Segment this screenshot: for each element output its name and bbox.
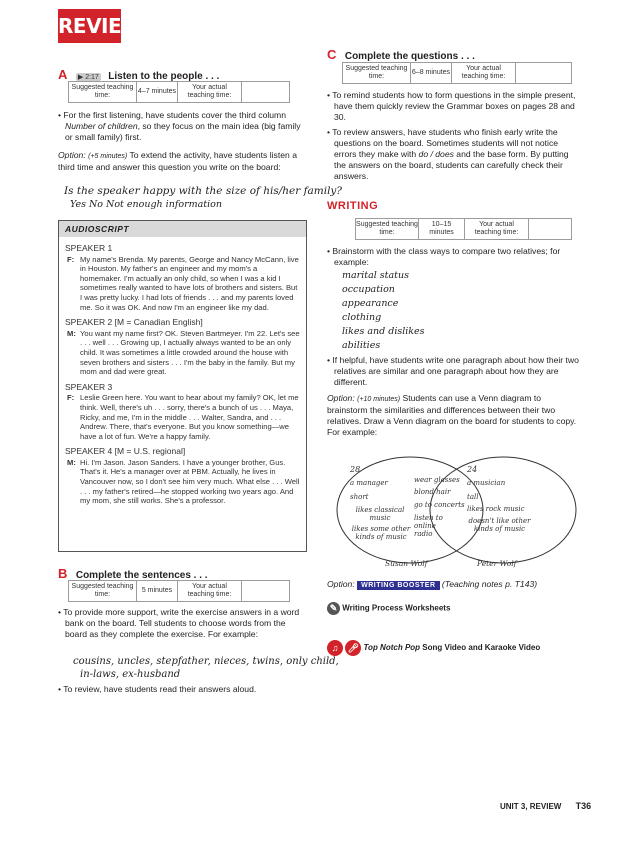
suggested-time: 10–15 minutes <box>419 219 465 239</box>
section-b-bullet-2: • To review, have students read their answers aloud. <box>58 684 257 694</box>
writing-heading: WRITING <box>327 200 379 212</box>
venn-center-item: go to concerts <box>414 501 465 509</box>
top-notch-pop-title: Top Notch Pop <box>363 643 421 653</box>
music-note-icon: ♫ <box>327 640 343 656</box>
actual-time-field[interactable] <box>529 219 571 239</box>
review-tab: REVIEW <box>58 9 121 43</box>
booster-notes: (Teaching notes p. T143) <box>441 579 538 589</box>
speaker-1-heading: SPEAKER 1 <box>65 243 113 253</box>
venn-right-item: likes rock music <box>467 505 525 513</box>
actual-time-field[interactable] <box>242 581 289 601</box>
writing-booster-line <box>327 579 587 591</box>
teaching-time-a <box>68 81 290 103</box>
booster-option-label: Option: <box>327 579 355 589</box>
footer-unit: UNIT 3, REVIEW <box>500 802 562 811</box>
speaker-2-heading: SPEAKER 2 [M = Canadian English] <box>65 317 203 328</box>
page-number: T36 <box>575 801 592 811</box>
venn-left-item: a manager <box>350 479 388 487</box>
section-a-body <box>58 110 306 173</box>
section-b-bullet-1: • To provide more support, write the exercise answers in a word bank on the board. Tell students to choose words from the board as they complete the exercise. For example: <box>58 607 300 640</box>
venn-left-item: short <box>350 493 369 501</box>
section-c-bullet-2: • To review answers, have students who finish early write the questions on the board. Sometimes students will not notice errors they make with do / does and the base form. By putting the answers on the board, students can carefully check their answers. <box>327 126 569 182</box>
section-a-bullet-1: • For the first listening, have students cover the third column Number of children, so they focus on the main idea (big family or small family) first. <box>58 110 301 143</box>
worksheet-icon: ✎ <box>327 602 340 615</box>
suggested-time: 5 minutes <box>137 581 178 601</box>
teaching-time-c <box>342 62 572 84</box>
play-icon: ▶ <box>77 74 84 81</box>
hand-item: occupation <box>342 284 395 295</box>
section-c-title: Complete the questions . . . <box>344 51 475 62</box>
audio-play-button[interactable] <box>76 73 101 81</box>
speaker-1-tag: F: <box>67 254 75 264</box>
handwriting-comparison-list <box>342 269 425 353</box>
venn-center-item: blond hair <box>414 488 451 496</box>
teaching-time-b <box>68 580 290 602</box>
hand-item: marital status <box>342 270 409 281</box>
microphone-icon: 🎤︎ <box>345 640 361 656</box>
speaker-2-tag: M: <box>67 328 76 338</box>
section-c-letter: C <box>327 47 337 62</box>
handwriting-answers: Yes No Not enough information <box>70 199 222 210</box>
section-c-bullet-1: • To remind students how to form questions in the simple present, have them quickly review the Grammar boxes on pages 28 and 30. <box>327 90 576 123</box>
hand-item: clothing <box>342 312 382 323</box>
actual-time-field[interactable] <box>242 82 289 102</box>
venn-left-item: likes some other kinds of music <box>351 525 411 541</box>
actual-time-label: Your actual teaching time: <box>178 581 242 601</box>
venn-left-age: 28 <box>350 465 361 474</box>
writing-bullet-2: • If helpful, have students write one paragraph about how their two relatives are similar and one paragraph about how they are different. <box>327 355 579 388</box>
venn-right-name: Peter Wolf <box>477 559 517 568</box>
venn-right-age: 24 <box>467 465 478 474</box>
section-a-option: Option: (+5 minutes) To extend the activity, have students listen a third time and answer this question you write on the board: <box>58 149 297 172</box>
writing-body <box>327 355 582 438</box>
suggested-label: Suggested teaching time: <box>69 581 137 601</box>
top-notch-pop-link[interactable] <box>327 640 540 656</box>
audioscript-box <box>58 220 307 552</box>
actual-time-label: Your actual teaching time: <box>178 82 242 102</box>
section-b-title: Complete the sentences . . . <box>75 570 208 581</box>
section-c-body <box>327 90 582 186</box>
writing-option: Option: (+10 minutes) Students can use a Venn diagram to brainstorm the similarities and differences between their two relatives. Draw a Venn diagram on the board for students to copy. For example: <box>327 392 577 438</box>
suggested-label: Suggested teaching time: <box>69 82 137 102</box>
speaker-4-text: Hi. I'm Jason. Jason Sanders. I have a younger brother, Gus. That's it. He's a manager over at PBM. Actually, he lives in Vancouver now, so I don't see him very much. What else . . . Well . . . my father's retired—he stopped working two years ago. And my mom, she still works. She's a professor. <box>80 457 300 506</box>
handwriting-word-bank-1: cousins, uncles, stepfather, nieces, twins, only child, <box>73 656 339 667</box>
section-a-letter: A <box>58 67 68 82</box>
handwriting-word-bank-2: in-laws, ex-husband <box>80 669 181 680</box>
venn-right-item: a musician <box>467 479 506 487</box>
writing-process-label: Writing Process Worksheets <box>342 603 451 613</box>
footer <box>500 801 591 811</box>
actual-time-label: Your actual teaching time: <box>452 63 516 83</box>
hand-item: appearance <box>342 298 399 309</box>
speaker-3-text: Leslie Green here. You want to hear about my family? OK, let me think. Well, there's uh . . . sorry, there's a bunch of us . . . Maya, Ricky, and me, I'm in the middle . . . Walter, Sandra, and . . . Andrew. There, that's everyone. But you know something—we have a lot of fun. We're a happy family. <box>80 393 299 441</box>
hand-item: likes and dislikes <box>342 326 425 337</box>
section-a-title: Listen to the people . . . <box>108 71 220 82</box>
venn-left-item: likes classical music <box>355 506 405 522</box>
audioscript-heading: AUDIOSCRIPT <box>59 221 306 237</box>
speaker-3-heading: SPEAKER 3 <box>65 381 113 392</box>
section-b-letter: B <box>58 566 68 581</box>
speaker-1-text: My name's Brenda. My parents, George and Nancy McCann, live in Houston. My father's an engineer and my mom's a homemaker. I'm actually an only child, so when I was a kid I sometimes really wanted to have lots of brothers and sisters. But I was pretty lucky. I had lots of friends . . . and my parents loved me. So it was OK. And now I'm an engineer like my dad. <box>80 254 299 312</box>
suggested-label: Suggested teaching time: <box>343 63 411 83</box>
actual-time-label: Your actual teaching time: <box>465 219 529 239</box>
venn-center-item: wear glasses <box>414 476 460 484</box>
suggested-label: Suggested teaching time: <box>356 219 419 239</box>
suggested-time: 4–7 minutes <box>137 82 178 102</box>
speaker-3-tag: F: <box>67 393 75 403</box>
speaker-2-text: You want my name first? OK. Steven Bartmeyer. I'm 22. Let's see . . . well . . . Growing up, I actually always wanted to be an only child. It was sometimes a little crowded around the house with seven brothers and sisters . . . I'm the baby in the family. But my mom and dad were great. <box>80 328 300 377</box>
venn-right-item: doesn't like other kinds of music <box>468 517 531 533</box>
actual-time-field[interactable] <box>516 63 571 83</box>
venn-left-name: Susan Wolf <box>385 559 428 568</box>
writing-booster-badge[interactable]: WRITING BOOSTER <box>357 581 439 590</box>
section-b-body <box>58 607 306 644</box>
teaching-time-writing <box>355 218 572 240</box>
audio-code: 2:17 <box>85 74 99 81</box>
venn-right-item: tall <box>467 493 479 501</box>
top-notch-pop-rest: Song Video and Karaoke Video <box>420 643 541 653</box>
speaker-4-tag: M: <box>67 457 76 467</box>
writing-bullet-1: • Brainstorm with the class ways to compare two relatives; for example: <box>327 246 561 268</box>
handwriting-question: Is the speaker happy with the size of his/her family? <box>64 185 342 197</box>
hand-item: abilities <box>342 340 381 351</box>
writing-process-link[interactable] <box>327 602 450 615</box>
venn-center-item: listen to online radio <box>414 514 443 538</box>
speaker-4-heading: SPEAKER 4 [M = U.S. regional] <box>65 446 186 457</box>
suggested-time: 6–8 minutes <box>411 63 452 83</box>
